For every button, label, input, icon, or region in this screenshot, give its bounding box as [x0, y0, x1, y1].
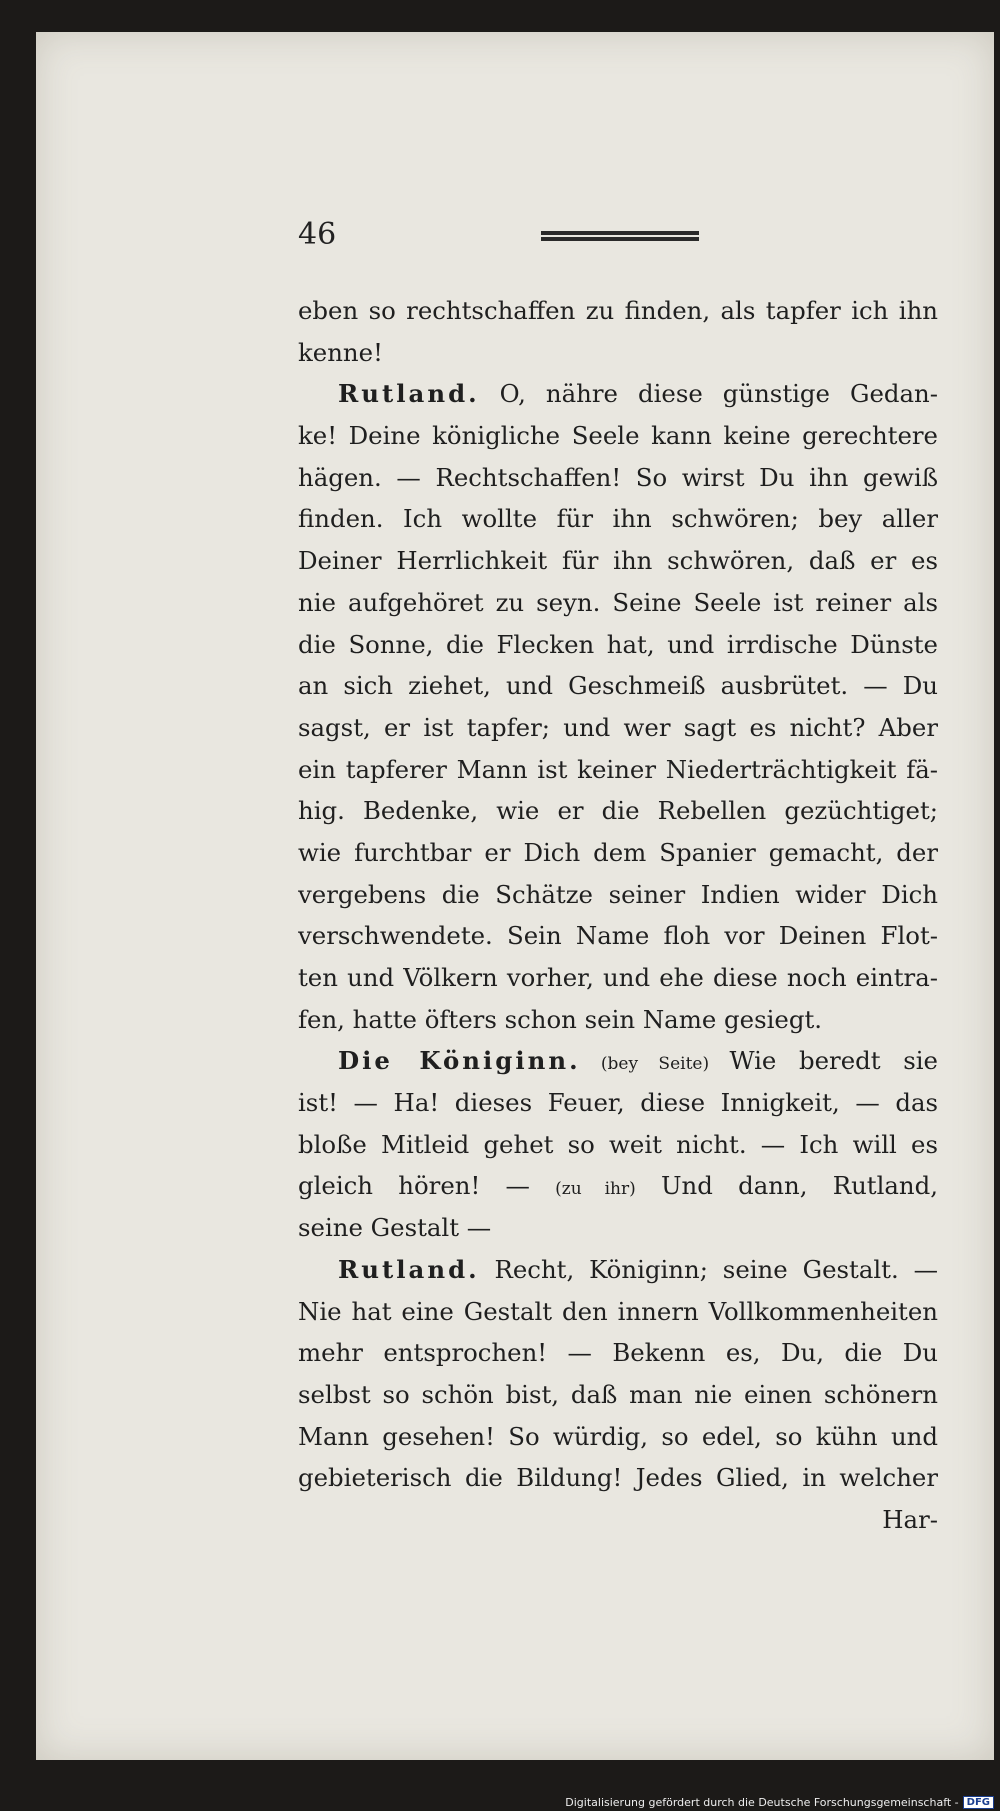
text-line [298, 624, 938, 666]
line-text: die Sonne, die Flecken hat, und irrdische Dünste [298, 629, 938, 659]
text-line [298, 707, 938, 749]
text-line [298, 1165, 938, 1207]
line-text: O, nähre diese günstige Gedan- [479, 379, 938, 409]
speaker-name: Die Königinn. [338, 1046, 581, 1076]
text-line [298, 373, 938, 415]
text-line [298, 665, 938, 707]
book-page [36, 32, 994, 1760]
speaker-name: Rutland. [338, 1254, 480, 1284]
line-text: verschwendete. Sein Name floh vor Deinen Flot- [298, 921, 938, 951]
text-line [298, 1332, 938, 1374]
line-text: ist! — Ha! dieses Feuer, diese Innigkeit, — das [298, 1088, 938, 1118]
speaker-name: Rutland. [338, 379, 480, 409]
line-text: ke! Deine königliche Seele kann keine gerechtere [298, 421, 938, 451]
text-line [298, 498, 938, 540]
text-line [298, 1040, 938, 1082]
line-text: mehr entsprochen! — Bekenn es, Du, die Du [298, 1338, 938, 1368]
dfg-logo: DFG [963, 1796, 994, 1809]
digitization-credit: Digitalisierung gefördert durch die Deutsche Forschungsgemeinschaft - [565, 1796, 959, 1809]
text-line [298, 582, 938, 624]
line-text: eben so rechtschaffen zu finden, als tapfer ich ihn [298, 296, 938, 325]
text-line [298, 290, 938, 332]
text-line [298, 1457, 938, 1499]
line-text: finden. Ich wollte für ihn schwören; bey aller [298, 504, 938, 534]
line-text: Recht, Königinn; seine Gestalt. — [479, 1254, 938, 1284]
line-text: gebieterisch die Bildung! Jedes Glied, in welcher [298, 1463, 938, 1493]
page-number: 46 [298, 217, 337, 252]
text-line [298, 1416, 938, 1458]
text-line [298, 1207, 938, 1249]
line-text: hig. Bedenke, wie er die Rebellen gezüchtiget; [298, 796, 938, 826]
line-text: Mann gesehen! So würdig, so edel, so kühn und [298, 1421, 938, 1451]
body-text [298, 290, 938, 1541]
line-text: an sich ziehet, und Geschmeiß ausbrütet. — Du [298, 671, 938, 701]
text-line [298, 1499, 938, 1541]
stage-direction: (zu ihr) [555, 1179, 636, 1200]
line-text: hägen. — Rechtschaffen! So wirst Du ihn gewiß [298, 462, 938, 492]
line-text: selbst so schön bist, daß man nie einen schönern [298, 1379, 938, 1409]
text-line [298, 332, 938, 374]
text-line [298, 832, 938, 874]
text-line [298, 749, 938, 791]
line-text: sagst, er ist tapfer; und wer sagt es nicht? Aber [298, 712, 938, 742]
text-line [298, 790, 938, 832]
stage-direction: (bey Seite) [580, 1054, 730, 1075]
text-line [298, 457, 938, 499]
text-line [298, 540, 938, 582]
line-text: vergebens die Schätze seiner Indien wider Dich [298, 879, 938, 909]
line-text: Und dann, Rutland, [635, 1171, 938, 1201]
text-line [298, 1291, 938, 1333]
line-text: kenne! [298, 337, 383, 367]
line-text: Deiner Herrlichkeit für ihn schwören, daß er es [298, 546, 938, 576]
text-line [298, 1374, 938, 1416]
text-line [298, 915, 938, 957]
line-text: seine Gestalt — [298, 1213, 492, 1243]
line-text: Wie beredt sie [729, 1046, 938, 1076]
text-line [298, 1124, 938, 1166]
text-line [298, 1082, 938, 1124]
ornament-rule [541, 231, 699, 241]
text-line [298, 957, 938, 999]
text-line [298, 999, 938, 1041]
text-line [298, 415, 938, 457]
line-text: wie furchtbar er Dich dem Spanier gemacht, der [298, 837, 938, 867]
text-line [298, 874, 938, 916]
line-text: gleich hören! — [298, 1171, 556, 1201]
line-text: nie aufgehöret zu seyn. Seine Seele ist reiner als [298, 587, 938, 617]
line-text: Har- [882, 1504, 938, 1534]
line-text: fen, hatte öfters schon sein Name gesiegt. [298, 1004, 823, 1034]
line-text: ten und Völkern vorher, und ehe diese noch eintra- [298, 963, 938, 992]
digitization-footer [565, 1796, 994, 1809]
text-line [298, 1249, 938, 1291]
line-text: bloße Mitleid gehet so weit nicht. — Ich will es [298, 1129, 938, 1159]
line-text: Nie hat eine Gestalt den innern Vollkommenheiten [298, 1296, 938, 1326]
line-text: ein tapferer Mann ist keiner Niederträchtigkeit fä- [298, 754, 938, 784]
